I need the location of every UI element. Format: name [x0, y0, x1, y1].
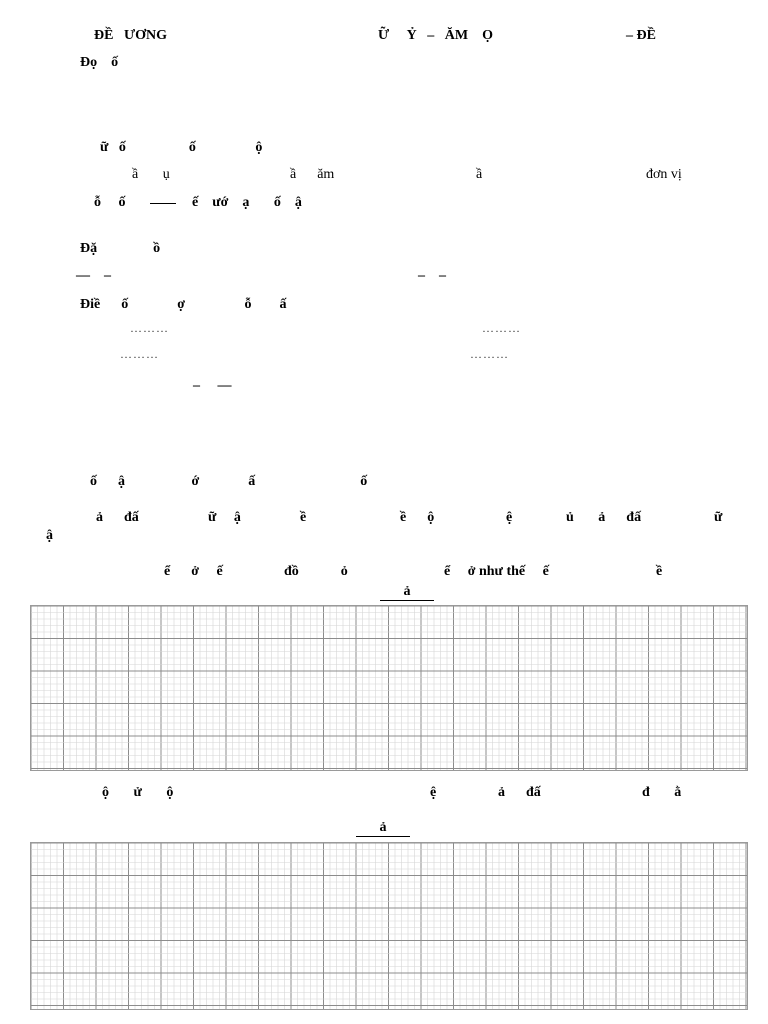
header-title-left: ĐỀ ƯƠNG [94, 28, 167, 43]
section2-title: Đặ ồ [80, 241, 161, 256]
header-title-right: – ĐỀ [626, 28, 656, 43]
section2-line2b: – – [418, 268, 446, 283]
section3-line2c: ề [300, 510, 307, 525]
section3-line2e: ệ [506, 510, 513, 525]
graph-paper-1 [30, 605, 748, 771]
section2-line3: Điề ố ợ ỗ ấ [80, 297, 287, 312]
grid-lines [31, 843, 747, 1009]
section3-line3b: đồ ỏ [284, 564, 348, 579]
section3-line2b: ữ ậ [208, 510, 241, 525]
section2-blank-4: ……… [470, 347, 509, 361]
section1-unit: đơn vị [646, 167, 682, 182]
section4-line1b: ệ [430, 785, 437, 800]
section1-line2b: ầ ăm [290, 167, 335, 182]
section4-line1d: đ ằ [642, 785, 682, 800]
section1-line2c: ầ [476, 167, 483, 182]
graph-caption-2: ả [356, 820, 410, 837]
section3-line1: ố ậ ớ ấ ố [90, 474, 368, 489]
section1-line3a: ỗ ố [94, 195, 126, 210]
section2-blank-3: ……… [120, 347, 159, 361]
section1-dash [150, 203, 176, 204]
section3-line2a: ả đấ [96, 510, 139, 525]
graph-caption-1: ả [380, 584, 434, 601]
header-subtitle: Đọ ố [80, 55, 119, 70]
section3-line2g: ữ [714, 510, 723, 525]
section4-line1a: ộ ử ộ [102, 785, 174, 800]
header-title-middle: Ữ Ỷ – ĂM Ọ [378, 28, 493, 43]
section3-line2d: ề ộ [400, 510, 435, 525]
section3-line3c: ể ở như thế ế [444, 564, 549, 579]
section3-line3d: ề [656, 564, 663, 579]
section1-line1: ữ ố ố ộ [100, 140, 263, 155]
section3-line3a: ể ở ế [164, 564, 223, 579]
section2-line2a: — – [76, 268, 111, 283]
grid-lines [31, 606, 747, 770]
section3-line2h: ậ [46, 528, 53, 543]
section4-line1c: ả đấ [498, 785, 541, 800]
section2-blank-2: ……… [482, 321, 521, 335]
section2-line4: – — [193, 378, 232, 393]
section3-line2f: ủ ả đấ [566, 510, 642, 525]
section1-line3b: ế ướ ạ ố ậ [192, 195, 302, 210]
section1-line2a: ầ ụ [132, 167, 170, 182]
section2-blank-1: ……… [130, 321, 169, 335]
graph-paper-2 [30, 842, 748, 1010]
